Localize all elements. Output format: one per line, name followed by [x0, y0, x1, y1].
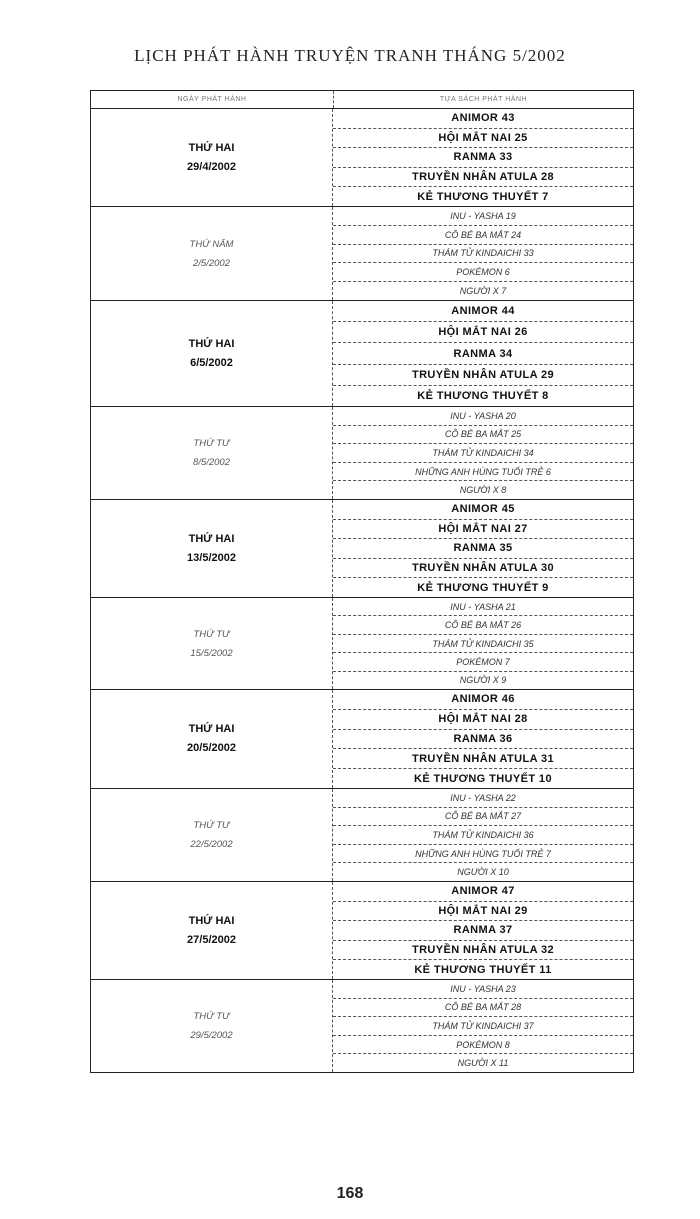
release-titles	[333, 500, 633, 597]
title-row: TRUYỀN NHÂN ATULA 32	[333, 941, 633, 961]
title-row: INU - YASHA 21	[333, 598, 633, 616]
release-titles	[333, 207, 633, 300]
release-date: 20/5/2002	[187, 742, 236, 754]
title-row: KẺ THƯƠNG THUYẾT 9	[417, 581, 549, 594]
title-row: CÔ BÉ BA MẮT 26	[333, 616, 633, 634]
title-row: THÁM TỬ KINDAICHI 35	[333, 635, 633, 653]
release-date-cell	[91, 690, 333, 788]
release-weekday: THỨ NĂM	[189, 238, 234, 250]
title-row: HỘI MẮT NAI 29	[333, 902, 633, 922]
release-date-cell	[91, 301, 333, 406]
page-title: LỊCH PHÁT HÀNH TRUYỆN TRANH THÁNG 5/2002	[134, 46, 566, 65]
release-weekday: THỨ TƯ	[193, 1011, 230, 1022]
title-row: NGƯỜI X 11	[457, 1058, 509, 1069]
title-row: THÁM TỬ KINDAICHI 33	[333, 245, 633, 264]
title-row: RANMA 36	[333, 730, 633, 750]
release-weekday: THỨ TƯ	[193, 438, 230, 449]
title-row: TRUYỀN NHÂN ATULA 29	[333, 365, 633, 386]
title-row: ANIMOR 46	[333, 690, 633, 710]
release-date: 29/5/2002	[190, 1030, 233, 1041]
release-date-cell	[91, 500, 333, 597]
title-row: RANMA 35	[333, 539, 633, 559]
title-row: CÔ BÉ BA MẮT 25	[333, 426, 633, 445]
release-weekday: THỨ TƯ	[193, 820, 230, 831]
release-titles	[333, 109, 633, 206]
title-column-header: TỰA SÁCH PHÁT HÀNH	[439, 96, 528, 103]
release-date-cell	[91, 980, 333, 1072]
page-number: 168	[336, 1185, 364, 1202]
release-titles	[333, 789, 633, 881]
release-weekday: THỨ HAI	[188, 914, 235, 927]
release-date-cell	[91, 207, 333, 300]
release-date: 27/5/2002	[187, 933, 236, 946]
release-date: 15/5/2002	[190, 647, 233, 659]
release-titles	[333, 301, 633, 406]
release-date: 22/5/2002	[190, 839, 233, 850]
title-row: ANIMOR 47	[333, 882, 633, 902]
title-row: TRUYỀN NHÂN ATULA 31	[333, 749, 633, 769]
title-row: THÁM TỬ KINDAICHI 36	[333, 826, 633, 845]
release-titles	[333, 598, 633, 689]
release-group	[91, 789, 633, 882]
release-date-cell	[91, 882, 333, 979]
release-titles	[333, 690, 633, 788]
release-weekday: THỨ HAI	[188, 723, 235, 735]
release-group	[91, 207, 633, 301]
date-column-header: NGÀY PHÁT HÀNH	[91, 91, 334, 108]
title-row: THÁM TỬ KINDAICHI 37	[333, 1017, 633, 1036]
release-group	[91, 882, 633, 980]
release-weekday: THỨ HAI	[188, 532, 235, 545]
title-row: HỘI MẮT NAI 25	[333, 129, 633, 149]
title-row: INU - YASHA 19	[333, 207, 633, 226]
title-row: NHỮNG ANH HÙNG TUỔI TRẺ 6	[333, 463, 633, 482]
release-weekday: THỨ HAI	[188, 337, 235, 350]
title-row: NGƯỜI X 8	[459, 485, 507, 496]
release-schedule-table	[90, 90, 634, 1073]
release-group	[91, 109, 633, 207]
release-titles	[333, 882, 633, 979]
title-row: TRUYỀN NHÂN ATULA 28	[333, 168, 633, 188]
release-date-cell	[91, 789, 333, 881]
title-row: NHỮNG ANH HÙNG TUỔI TRẺ 7	[333, 845, 633, 864]
release-group	[91, 301, 633, 407]
title-row: KẺ THƯƠNG THUYẾT 8	[417, 389, 549, 402]
title-row: ANIMOR 43	[333, 109, 633, 129]
title-row: INU - YASHA 23	[333, 980, 633, 999]
title-row: INU - YASHA 22	[333, 789, 633, 808]
title-row: CÔ BÉ BA MẮT 28	[333, 999, 633, 1018]
title-row: ANIMOR 45	[333, 500, 633, 520]
title-row: TRUYỀN NHÂN ATULA 30	[333, 559, 633, 579]
title-row: HỘI MẮT NAI 27	[333, 520, 633, 540]
title-row: ANIMOR 44	[333, 301, 633, 322]
release-date: 29/4/2002	[187, 160, 236, 173]
release-group	[91, 980, 633, 1072]
title-row: HỘI MẮT NAI 26	[333, 322, 633, 343]
release-date-cell	[91, 407, 333, 499]
title-row: POKÉMON 8	[333, 1036, 633, 1055]
release-date: 13/5/2002	[187, 551, 236, 564]
title-row: CÔ BÉ BA MẮT 24	[333, 226, 633, 245]
title-row: HỘI MẮT NAI 28	[333, 710, 633, 730]
release-group	[91, 690, 633, 789]
title-row: KẺ THƯƠNG THUYẾT 11	[414, 963, 552, 976]
release-date-cell	[91, 109, 333, 206]
release-weekday: THỨ TƯ	[193, 628, 230, 640]
release-date: 6/5/2002	[190, 356, 233, 369]
title-row: POKÉMON 6	[333, 263, 633, 282]
title-row: RANMA 34	[333, 343, 633, 364]
title-row: NGƯỜI X 7	[459, 286, 507, 297]
release-date: 8/5/2002	[193, 457, 230, 468]
title-row: THÁM TỬ KINDAICHI 34	[333, 444, 633, 463]
title-row: RANMA 33	[333, 148, 633, 168]
title-row: NGƯỜI X 9	[459, 675, 507, 686]
title-row: NGƯỜI X 10	[457, 867, 509, 878]
title-row: POKÉMON 7	[333, 653, 633, 671]
release-date-cell	[91, 598, 333, 689]
release-date: 2/5/2002	[193, 257, 230, 269]
release-titles	[333, 980, 633, 1072]
release-group	[91, 407, 633, 500]
title-row: RANMA 37	[333, 921, 633, 941]
table-header	[91, 91, 633, 109]
title-row: INU - YASHA 20	[333, 407, 633, 426]
release-group	[91, 598, 633, 690]
title-row: KẺ THƯƠNG THUYẾT 7	[417, 190, 549, 203]
release-titles	[333, 407, 633, 499]
title-row: KẺ THƯƠNG THUYẾT 10	[414, 772, 552, 785]
title-row: CÔ BÉ BA MẮT 27	[333, 808, 633, 827]
release-weekday: THỨ HAI	[188, 141, 235, 154]
release-group	[91, 500, 633, 598]
